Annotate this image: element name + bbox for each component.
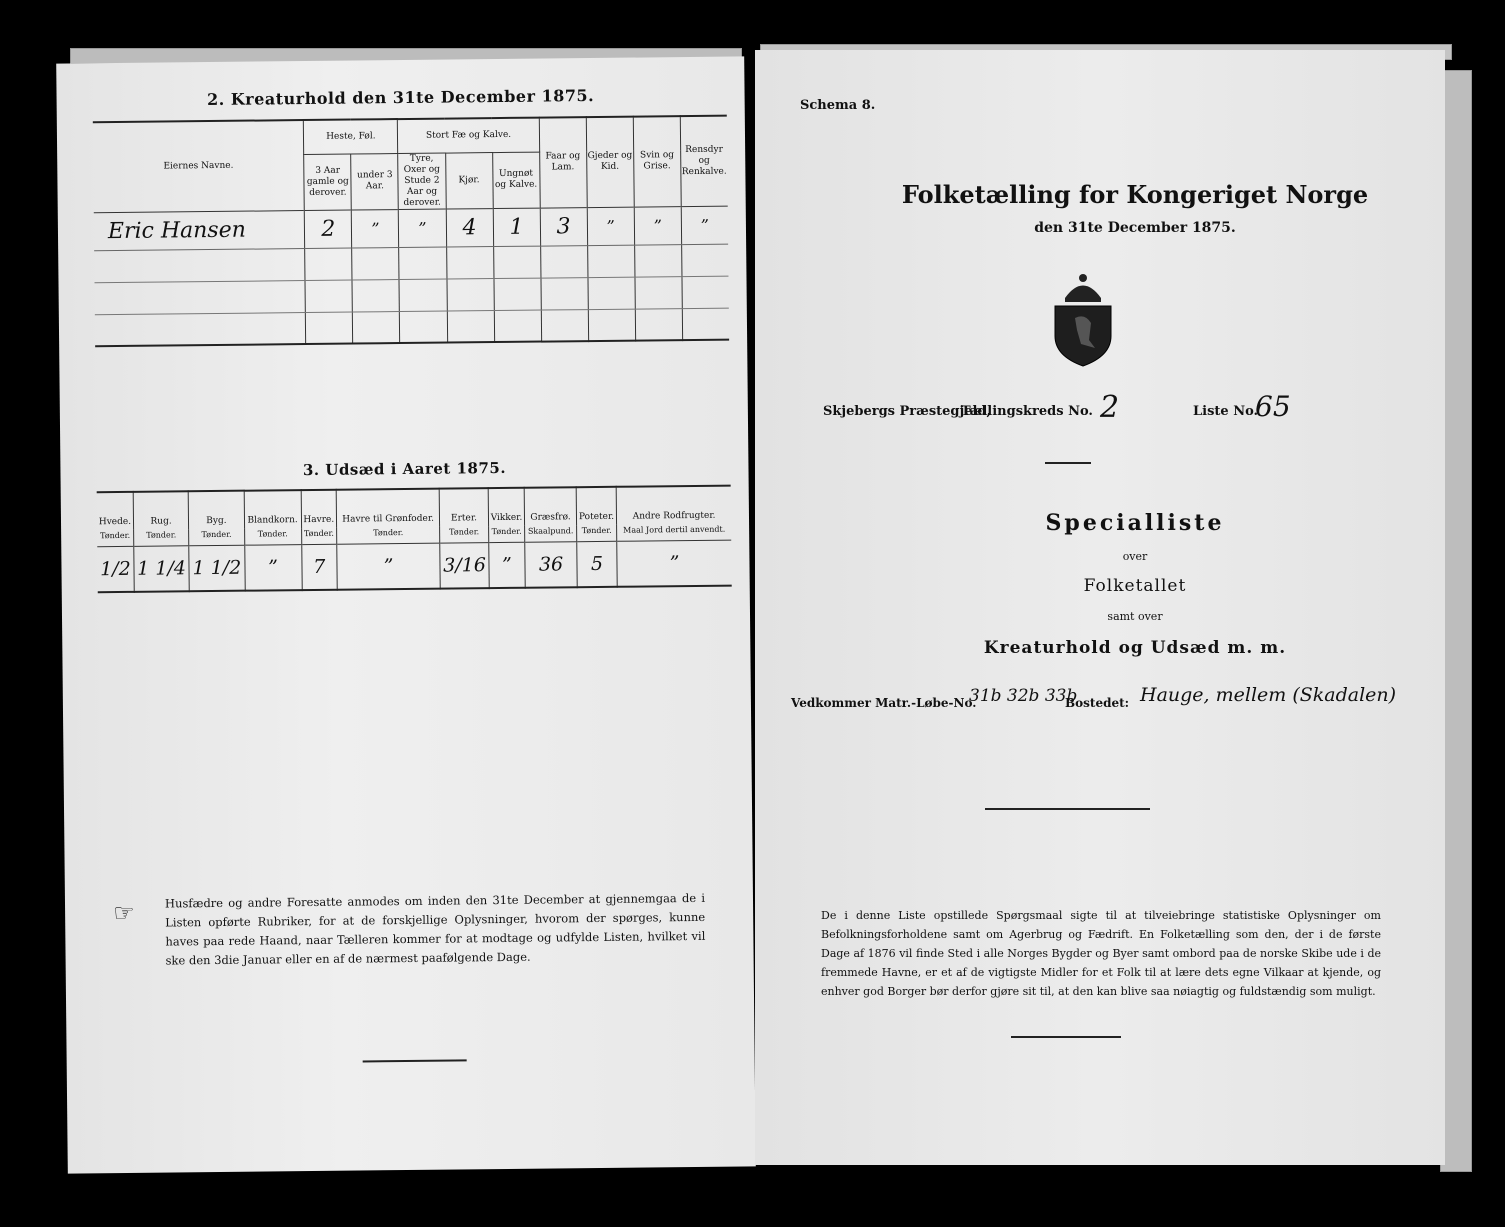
- pointing-hand-icon: ☞: [112, 898, 135, 928]
- samt-over-label: samt over: [1107, 610, 1163, 623]
- tallingskreds-label: Tællingskreds No.: [961, 404, 1093, 419]
- livestock-value: ”: [587, 207, 634, 245]
- seed-value: 1 1/2: [189, 545, 245, 592]
- census-notice: De i denne Liste opstillede Spørgsmaal sigte til at tilveiebringe statistiske Oplysninger om Befolkningsforholdene samt om Agerbrug og Fædrift. En Folketælling som den, der i de første Dage af 1876 vil finde Sted i alle Norges Bygder og Byer samt ombord paa de norske Skibe ude i de fremmede Havne, er et af de vigtigste Midler for et Folk til at lære dets egne Vilkaar at kjende, og enhver god Borger bør derfor gjøre sit til, at den kan blive saa nøiagtig og fuldstændig som muligt.: [821, 909, 1381, 998]
- seed-column-header: Rug.: [133, 491, 189, 530]
- livestock-value: 1: [493, 208, 540, 246]
- rensdyr-header: Rensdyr og Renkalve.: [680, 116, 728, 206]
- liste-label: Liste No.: [1193, 404, 1259, 419]
- matr-label: Vedkommer Matr.-Løbe-No.: [791, 696, 977, 710]
- seed-unit-header: Tønder.: [189, 529, 244, 546]
- householder-notice: Husfædre og andre Foresatte anmodes om inden den 31te December at gjennemgaa de i Listen opførte Rubriker, for at de forskjellige Oplysninger, hvorom der spørges, kunne haves paa rede Haand, naar Tælleren kommer for at modtage og udfylde Listen, hvilket vil ske den 3die Januar eller en af de nærmest paafølgende Dage.: [164, 890, 706, 968]
- seed-value: 1/2: [97, 546, 134, 592]
- seed-column-header: Vikker.: [488, 488, 525, 526]
- kreaturhold-label: Kreaturhold og Udsæd m. m.: [983, 638, 1287, 658]
- seed-column-header: Blandkorn.: [244, 490, 301, 529]
- section3-title: 3. Udsæd i Aaret 1875.: [302, 458, 507, 480]
- seed-column-header: Poteter.: [576, 487, 617, 525]
- seed-unit-header: Skaalpund.: [525, 525, 577, 542]
- livestock-table: [93, 115, 729, 348]
- census-date: den 31te December 1875.: [1034, 220, 1236, 236]
- heste-header: Heste, Føl.: [304, 119, 398, 154]
- seed-unit-header: Tønder.: [301, 528, 337, 544]
- seed-unit-header: Tønder.: [577, 525, 617, 541]
- seed-column-header: Havre.: [301, 490, 337, 528]
- table-row: [97, 540, 731, 593]
- livestock-value: ”: [681, 206, 728, 244]
- matr-value: 31b 32b 33b: [969, 686, 1078, 706]
- seed-unit-header: Tønder.: [133, 529, 188, 546]
- seed-value: 1 1/4: [134, 545, 190, 592]
- livestock-value: ”: [634, 206, 681, 244]
- folketallet-label: Folketallet: [1083, 576, 1187, 596]
- over-label: over: [1122, 550, 1148, 563]
- ungnot-header: Ungnøt og Kalve.: [492, 152, 540, 208]
- owner-name: Eric Hansen: [94, 210, 305, 250]
- seed-unit-header: Tønder.: [488, 526, 524, 542]
- gjeder-header: Gjeder og Kid.: [586, 117, 634, 207]
- prestegjeld: Skjebergs Præstegjeld,: [823, 404, 992, 419]
- seed-column-header: Erter.: [439, 488, 488, 527]
- tallingskreds-value: 2: [1100, 390, 1120, 425]
- seed-value: 3/16: [440, 542, 489, 589]
- kjor-header: Kjør.: [445, 152, 493, 208]
- seed-column-header: Andre Rodfrugter.: [616, 486, 731, 525]
- seed-unit-header: Tønder.: [440, 526, 489, 543]
- seed-column-header: Byg.: [188, 491, 244, 530]
- livestock-value: 4: [446, 208, 493, 246]
- specialliste-title: Specialliste: [1045, 510, 1225, 536]
- stort-fae-header: Stort Fæ og Kalve.: [398, 118, 540, 153]
- heste-3aar-header: 3 Aar gamle og derover.: [304, 154, 352, 210]
- coat-of-arms-icon: [1045, 268, 1121, 368]
- livestock-value: ”: [399, 209, 446, 247]
- seed-value: 7: [301, 544, 337, 590]
- divider: [985, 808, 1150, 810]
- livestock-value: 3: [540, 207, 587, 245]
- seed-unit-header: Tønder.: [337, 527, 440, 544]
- seed-unit-header: Tønder.: [244, 528, 301, 545]
- livestock-value: ”: [352, 209, 399, 247]
- census-title: Folketælling for Kongeriget Norge: [901, 180, 1369, 209]
- livestock-value: 2: [305, 210, 352, 248]
- seed-value: ”: [489, 542, 526, 588]
- left-page: [56, 56, 756, 1173]
- svin-header: Svin og Grise.: [633, 116, 681, 206]
- seed-value: ”: [337, 543, 441, 590]
- heste-under3-header: under 3 Aar.: [351, 153, 399, 209]
- seed-table: [97, 485, 732, 594]
- seed-unit-header: Maal Jord dertil anvendt.: [617, 524, 731, 541]
- divider: [1045, 462, 1091, 464]
- seed-value: ”: [244, 544, 302, 591]
- right-page: [755, 50, 1445, 1165]
- seed-column-header: Græsfrø.: [524, 487, 576, 526]
- seed-value: ”: [617, 540, 732, 587]
- seed-value: 5: [577, 541, 618, 587]
- seed-column-header: Havre til Grønfoder.: [336, 489, 440, 528]
- bosted-label: Bostedet:: [1065, 696, 1130, 710]
- divider: [1011, 1036, 1121, 1038]
- schema-label: Schema 8.: [800, 98, 876, 113]
- liste-value: 65: [1255, 390, 1291, 423]
- seed-column-header: Hvede.: [97, 492, 134, 530]
- seed-value: 36: [525, 541, 577, 588]
- seed-unit-header: Tønder.: [97, 530, 134, 546]
- owner-header: Eiernes Navne.: [93, 120, 305, 212]
- table-row: [94, 206, 728, 251]
- bosted-value: Hauge, mellem (Skadalen): [1140, 684, 1397, 706]
- faar-header: Faar og Lam.: [539, 117, 587, 207]
- divider: [363, 1059, 467, 1062]
- section2-title: 2. Kreaturhold den 31te December 1875.: [206, 86, 595, 110]
- tyre-header: Tyre, Oxer og Stude 2 Aar og derover.: [398, 153, 446, 209]
